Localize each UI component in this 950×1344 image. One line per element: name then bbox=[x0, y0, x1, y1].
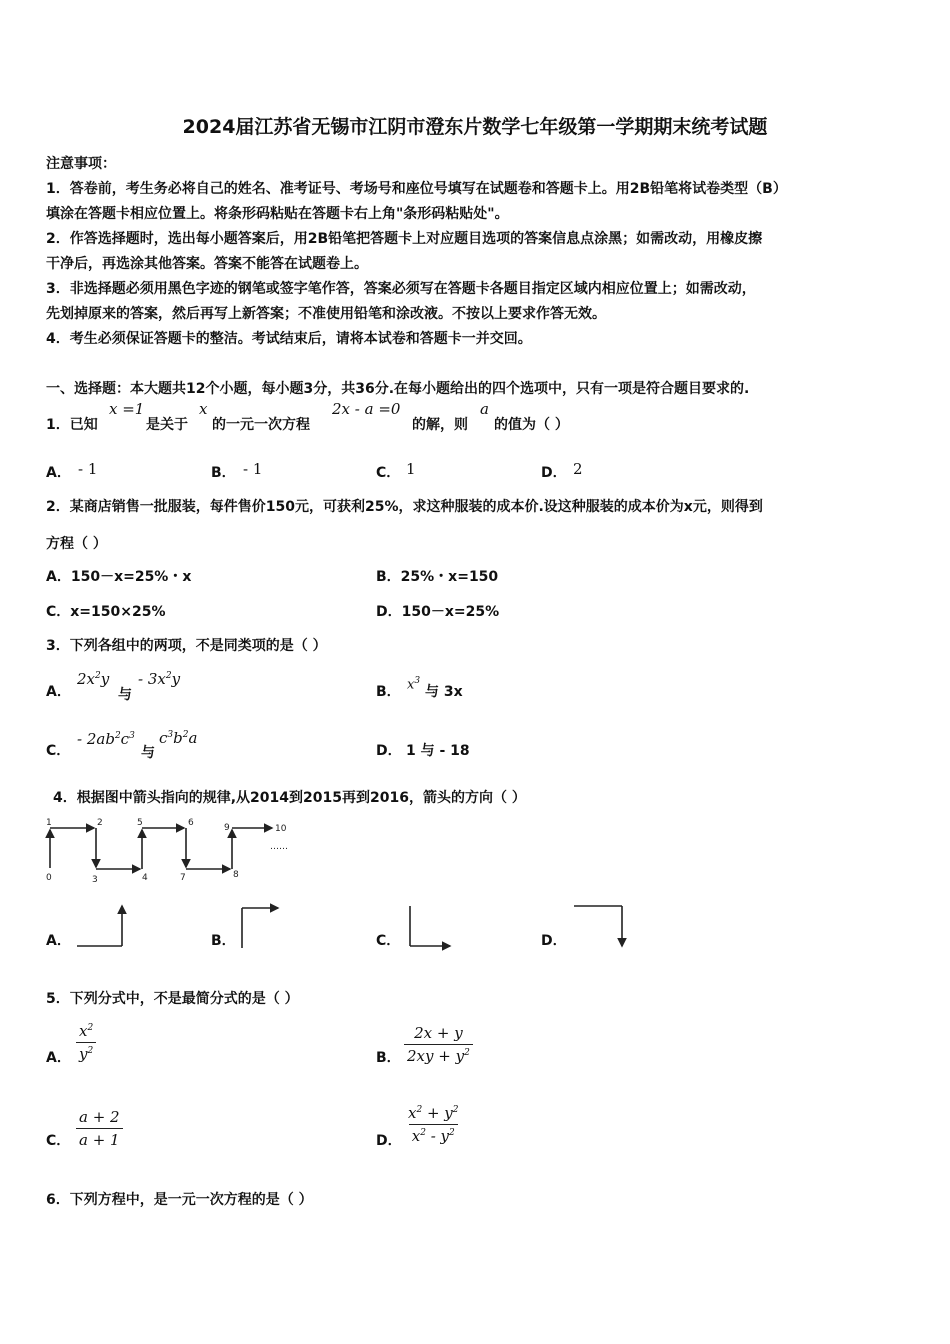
q2-option-value: 150－x=25% bbox=[401, 604, 500, 620]
exponent: 2 bbox=[452, 1105, 459, 1115]
figure-number: 1 bbox=[46, 818, 52, 828]
figure-number: 10 bbox=[275, 824, 287, 834]
term-part: 2xy + y bbox=[407, 1047, 465, 1065]
exponent: 2 bbox=[449, 1128, 455, 1138]
q5-option-c-label: C． bbox=[46, 1133, 71, 1149]
exponent: 2 bbox=[416, 1105, 423, 1115]
q1-option-a-label: A． bbox=[46, 465, 71, 481]
term-part: - y bbox=[425, 1127, 450, 1145]
exponent: 2 bbox=[165, 671, 172, 681]
exponent: 2 bbox=[182, 730, 189, 740]
q4-option-a-arrows bbox=[72, 900, 132, 950]
notice-line: 4．考生必须保证答题卡的整洁。考试结束后，请将本试卷和答题卡一并交回。 bbox=[46, 331, 532, 347]
notice-line: 干净后，再选涂其他答案。答案不能答在试题卷上。 bbox=[46, 256, 368, 272]
figure-number: 9 bbox=[224, 823, 230, 833]
q1-text: 的解，则 bbox=[412, 417, 468, 433]
notice-heading: 注意事项： bbox=[46, 156, 116, 172]
notice-line: 1．答卷前，考生务必将自己的姓名、准考证号、考场号和座位号填写在试题卷和答题卡上。用2B铅笔将试卷类型（B） bbox=[46, 181, 787, 197]
q1-text: 1．已知 bbox=[46, 417, 98, 433]
q3-c-term1 bbox=[77, 730, 135, 748]
q3-c-term2 bbox=[159, 729, 197, 747]
q2-option-value: 25%・x=150 bbox=[400, 569, 499, 585]
arrow-pattern-figure bbox=[44, 818, 304, 888]
q2-option-d bbox=[376, 601, 499, 621]
notice-line: 填涂在答题卡相应位置上。将条形码粘贴在答题卡右上角"条形码粘贴处"。 bbox=[46, 206, 509, 222]
exponent: 2 bbox=[114, 731, 121, 741]
term-part: c bbox=[120, 730, 130, 748]
q2-option-label: D． bbox=[376, 604, 402, 620]
q3-b-term1 bbox=[407, 676, 420, 692]
denominator bbox=[76, 1042, 96, 1063]
q2-option-c bbox=[46, 601, 166, 621]
denominator: a + 1 bbox=[76, 1128, 123, 1149]
page-title: 2024届江苏省无锡市江阴市澄东片数学七年级第一学期期末统考试题 bbox=[182, 116, 768, 138]
figure-number: 8 bbox=[233, 870, 239, 880]
q3-d-value: 1 与 - 18 bbox=[406, 743, 470, 759]
exponent: 2 bbox=[95, 671, 101, 681]
q6-stem: 6．下列方程中，是一元一次方程的是（ ） bbox=[46, 1192, 313, 1208]
q1-option-a-value: - 1 bbox=[78, 460, 98, 478]
figure-number: 0 bbox=[46, 873, 52, 883]
q3-a-term1 bbox=[77, 670, 109, 688]
figure-number: 4 bbox=[142, 873, 148, 883]
q3-option-a-label: A． bbox=[46, 684, 71, 700]
figure-number: 5 bbox=[137, 818, 143, 828]
q5-option-b-fraction bbox=[404, 1024, 473, 1065]
numerator bbox=[76, 1022, 96, 1042]
term-part: - 3x bbox=[138, 670, 166, 688]
q1-text: 的一元一次方程 bbox=[212, 417, 310, 433]
q2-option-label: C． bbox=[46, 604, 71, 620]
q2-option-label: A． bbox=[46, 569, 71, 585]
q3-a-term2 bbox=[138, 670, 180, 688]
q1-option-d-label: D． bbox=[541, 465, 567, 481]
figure-number: 3 bbox=[92, 875, 98, 885]
q1-option-c-value: 1 bbox=[406, 460, 416, 478]
q1-option-c-label: C． bbox=[376, 465, 401, 481]
q1-math: a bbox=[480, 400, 489, 418]
q5-stem: 5．下列分式中，不是最简分式的是（ ） bbox=[46, 991, 299, 1007]
numerator: 2x + y bbox=[414, 1024, 463, 1042]
q4-option-c-arrows bbox=[404, 900, 454, 950]
exponent: 2 bbox=[87, 1023, 94, 1033]
figure-number: 7 bbox=[180, 873, 186, 883]
q1-option-d-value: 2 bbox=[573, 460, 583, 478]
q2-option-value: 150－x=25%・x bbox=[70, 569, 192, 585]
q5-option-c-fraction bbox=[76, 1108, 123, 1149]
q1-math: x =1 bbox=[109, 400, 145, 418]
figure-number: 2 bbox=[97, 818, 103, 828]
exponent: 3 bbox=[414, 676, 421, 686]
q4-option-c-label: C． bbox=[376, 933, 401, 949]
figure-number: 6 bbox=[188, 818, 194, 828]
exponent: 2 bbox=[420, 1128, 426, 1138]
term-part: a bbox=[188, 729, 198, 747]
q5-option-a-label: A． bbox=[46, 1050, 71, 1066]
numerator bbox=[405, 1104, 462, 1124]
q5-option-d-fraction bbox=[405, 1104, 462, 1145]
section-heading: 一、选择题：本大题共12个小题，每小题3分，共36分.在每小题给出的四个选项中，只有一项是符合题目要求的. bbox=[46, 381, 750, 397]
q5-option-a-fraction bbox=[76, 1022, 96, 1063]
term-part: b bbox=[173, 729, 183, 747]
q1-option-b-label: B． bbox=[211, 465, 236, 481]
term-part: x bbox=[411, 1127, 421, 1145]
q3-option-c-label: C． bbox=[46, 743, 71, 759]
q2-stem: 2．某商店销售一批服装，每件售价150元，可获利25%，求这种服装的成本价.设这种服装的成本价为x元，则得到 bbox=[46, 499, 763, 515]
q5-option-d-label: D． bbox=[376, 1133, 402, 1149]
q5-option-b-label: B． bbox=[376, 1050, 401, 1066]
figure-dots: …… bbox=[270, 842, 288, 852]
term-part: - 2ab bbox=[77, 730, 115, 748]
term-part: x bbox=[408, 1104, 417, 1122]
exponent: 3 bbox=[167, 730, 174, 740]
exponent: 3 bbox=[129, 731, 135, 741]
denominator bbox=[409, 1124, 458, 1145]
term-part: y bbox=[171, 670, 181, 688]
term-part: + y bbox=[422, 1104, 453, 1122]
exponent: 2 bbox=[464, 1048, 470, 1058]
q2-option-b bbox=[376, 566, 498, 586]
q2-option-label: B． bbox=[376, 569, 401, 585]
q3-c-yu: 与 bbox=[141, 745, 155, 761]
q4-stem: 4．根据图中箭头指向的规律,从2014到2015再到2016，箭头的方向（ ） bbox=[53, 790, 526, 806]
q1-text: 的值为（ ） bbox=[494, 417, 569, 433]
numerator: a + 2 bbox=[79, 1108, 120, 1126]
q3-b-tail: 与 3x bbox=[425, 684, 463, 700]
term-part: c bbox=[159, 729, 168, 747]
denominator bbox=[404, 1044, 473, 1065]
exponent: 2 bbox=[87, 1046, 94, 1056]
q4-option-d-arrows bbox=[570, 900, 630, 950]
q2-option-a bbox=[46, 566, 191, 586]
q2-stem-cont: 方程（ ） bbox=[46, 536, 107, 552]
q4-option-b-label: B． bbox=[211, 933, 236, 949]
q1-text: 是关于 bbox=[146, 417, 188, 433]
q1-option-b-value: - 1 bbox=[243, 460, 263, 478]
q2-option-value: x=150×25% bbox=[70, 604, 166, 620]
q1-math: x bbox=[199, 400, 208, 418]
term-part: x bbox=[407, 677, 415, 693]
q3-option-d-label: D． bbox=[376, 743, 402, 759]
q3-option-b-label: B． bbox=[376, 684, 401, 700]
q3-a-yu: 与 bbox=[118, 687, 132, 703]
q1-math: 2x - a =0 bbox=[332, 400, 401, 418]
q4-option-b-arrows bbox=[236, 900, 286, 950]
term-part: y bbox=[100, 670, 110, 688]
notice-line: 2．作答选择题时，选出每小题答案后，用2B铅笔把答题卡上对应题目选项的答案信息点涂黑；如需改动，用橡皮擦 bbox=[46, 231, 763, 247]
q4-option-d-label: D． bbox=[541, 933, 567, 949]
notice-line: 先划掉原来的答案，然后再写上新答案；不准使用铅笔和涂改液。不按以上要求作答无效。 bbox=[46, 306, 606, 322]
q3-stem: 3．下列各组中的两项，不是同类项的是（ ） bbox=[46, 638, 327, 654]
q4-option-a-label: A． bbox=[46, 933, 71, 949]
term-part: y bbox=[79, 1045, 88, 1063]
notice-line: 3．非选择题必须用黑色字迹的钢笔或签字笔作答，答案必须写在答题卡各题目指定区域内相应位置上；如需改动， bbox=[46, 281, 756, 297]
term-part: x bbox=[79, 1022, 88, 1040]
term-part: 2x bbox=[77, 670, 96, 688]
